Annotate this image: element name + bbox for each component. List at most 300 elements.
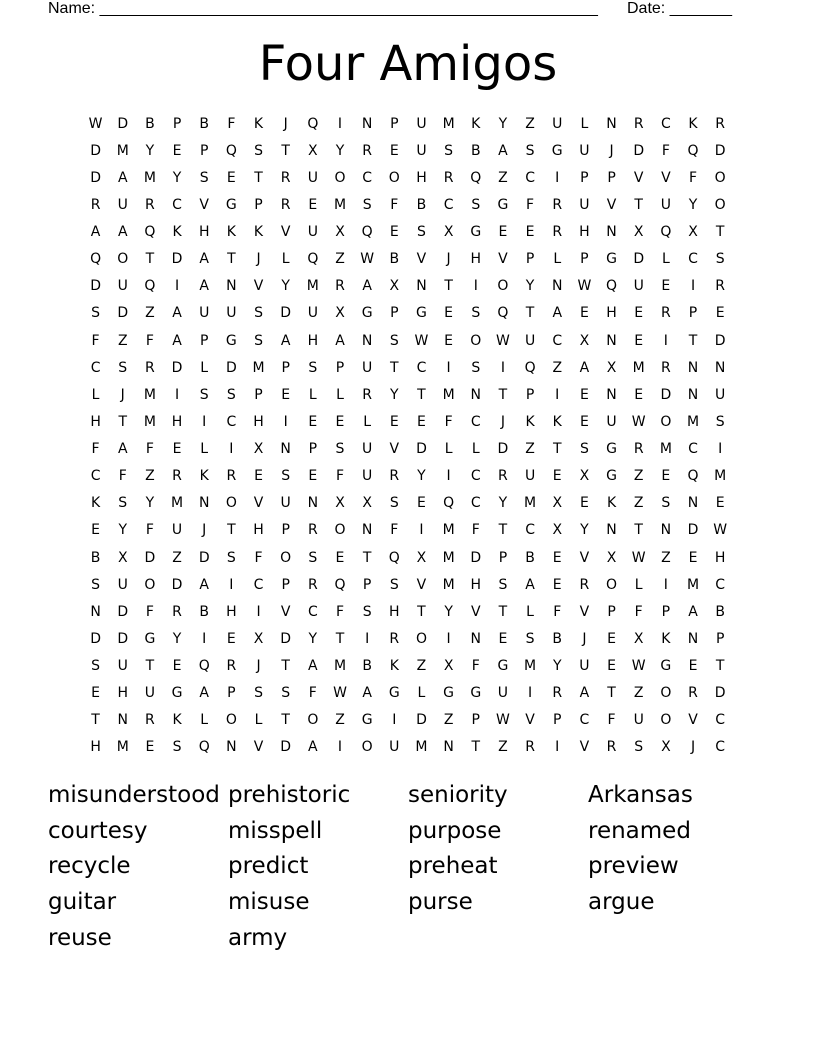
grid-letter: U (117, 196, 128, 213)
grid-letter: E (389, 142, 399, 159)
grid-letter: F (661, 142, 670, 159)
grid-letter: E (389, 413, 399, 430)
grid-letter: C (362, 169, 373, 186)
grid-letter: H (198, 224, 210, 241)
grid-letter: O (117, 251, 129, 268)
grid-letter: N (714, 359, 726, 376)
grid-letter: R (715, 115, 726, 132)
grid-letter: B (145, 115, 155, 132)
grid-letter: D (416, 441, 427, 458)
grid-letter: L (281, 251, 290, 268)
grid-letter: H (226, 603, 237, 620)
grid-letter: S (91, 576, 101, 593)
grid-letter: I (202, 413, 207, 430)
grid-letter: E (579, 413, 589, 430)
grid-letter: M (415, 739, 428, 756)
grid-letter: Q (361, 224, 373, 241)
grid-letter: P (525, 251, 535, 268)
grid-letter: H (171, 413, 183, 430)
grid-letter: D (198, 549, 210, 566)
grid-letter: V (253, 739, 264, 756)
grid-letter: R (226, 468, 237, 485)
word-list-item: renamed (588, 817, 691, 844)
grid-letter: D (687, 522, 699, 539)
grid-letter: J (256, 658, 261, 675)
grid-letter: K (253, 115, 264, 132)
word-list-item: reuse (48, 924, 112, 951)
grid-letter: E (172, 441, 182, 458)
grid-letter: O (144, 576, 156, 593)
grid-letter: F (91, 332, 100, 349)
grid-letter: J (609, 142, 614, 159)
word-list-item: argue (588, 889, 655, 916)
grid-letter: L (634, 576, 643, 593)
grid-letter: E (308, 413, 318, 430)
grid-letter: I (555, 739, 560, 756)
grid-letter: C (90, 359, 101, 376)
grid-letter: D (90, 142, 101, 159)
grid-letter: M (143, 169, 156, 186)
letter-grid (82, 110, 742, 761)
grid-letter: J (500, 413, 505, 430)
grid-letter: W (496, 332, 510, 349)
grid-letter: O (606, 576, 618, 593)
grid-letter: G (470, 224, 482, 241)
grid-letter: E (172, 142, 182, 159)
grid-letter: L (200, 359, 209, 376)
grid-letter: L (254, 712, 263, 729)
grid-letter: P (335, 359, 345, 376)
grid-letter: P (607, 603, 616, 620)
grid-letter: T (417, 603, 426, 620)
grid-letter: V (661, 169, 671, 186)
grid-letter: S (444, 142, 454, 159)
grid-letter: X (633, 630, 644, 647)
word-list-item: army (228, 924, 288, 951)
grid-letter: X (579, 332, 590, 349)
grid-letter: D (117, 603, 129, 620)
grid-letter: N (307, 495, 319, 512)
grid-letter: S (362, 196, 372, 213)
grid-letter: C (253, 576, 264, 593)
grid-letter: T (498, 522, 508, 539)
grid-letter: N (443, 739, 454, 756)
grid-letter: C (90, 468, 101, 485)
grid-letter: A (525, 576, 535, 593)
grid-letter: W (631, 549, 646, 566)
grid-letter: E (91, 522, 100, 539)
grid-letter: R (145, 359, 155, 376)
grid-letter: F (145, 332, 154, 349)
grid-letter: R (145, 196, 155, 213)
grid-letter: P (308, 441, 318, 458)
grid-letter: E (444, 305, 454, 322)
grid-letter: G (361, 305, 373, 322)
grid-letter: O (415, 630, 427, 647)
grid-letter: U (117, 576, 128, 593)
grid-letter: X (579, 468, 590, 485)
grid-letter: Z (525, 441, 535, 458)
grid-letter: M (333, 658, 347, 675)
grid-letter: Y (308, 630, 318, 647)
grid-letter: O (660, 413, 672, 430)
grid-letter: N (470, 630, 481, 647)
date-field-label: Date: _______ (627, 0, 732, 17)
grid-letter: K (199, 468, 209, 485)
grid-letter: C (715, 712, 726, 729)
grid-letter: U (117, 658, 128, 675)
grid-letter: W (713, 522, 728, 539)
grid-letter: E (254, 468, 263, 485)
grid-letter: B (715, 603, 725, 620)
grid-letter: S (118, 359, 128, 376)
grid-letter: T (715, 224, 725, 241)
grid-letter: S (389, 495, 399, 512)
grid-letter: E (715, 495, 725, 512)
grid-letter: N (606, 332, 617, 349)
grid-letter: P (390, 305, 399, 322)
grid-letter: M (143, 386, 156, 403)
grid-letter: N (551, 278, 563, 295)
grid-letter: M (686, 576, 700, 593)
grid-letter: H (470, 251, 482, 268)
grid-letter: N (226, 739, 237, 756)
grid-letter: C (443, 196, 454, 213)
grid-letter: B (362, 658, 372, 675)
grid-letter: F (227, 115, 236, 132)
grid-letter: Q (687, 468, 699, 485)
grid-letter: W (631, 413, 646, 430)
grid-letter: J (446, 251, 451, 268)
grid-letter: S (226, 549, 236, 566)
grid-letter: S (579, 441, 589, 458)
grid-letter: D (171, 251, 183, 268)
grid-letter: Z (416, 658, 427, 675)
grid-letter: L (526, 603, 534, 620)
grid-letter: E (389, 224, 399, 241)
grid-letter: R (362, 386, 372, 403)
grid-letter: A (117, 441, 128, 458)
grid-letter: E (661, 278, 671, 295)
grid-letter: S (389, 332, 399, 349)
grid-letter: N (687, 359, 699, 376)
grid-letter: Y (525, 278, 535, 295)
grid-letter: E (607, 658, 616, 675)
grid-letter: P (281, 359, 290, 376)
grid-letter: L (417, 685, 426, 702)
grid-letter: J (283, 115, 288, 132)
grid-letter: Q (388, 549, 400, 566)
grid-letter: N (687, 495, 699, 512)
grid-letter: L (336, 386, 344, 403)
grid-letter: R (389, 468, 400, 485)
grid-letter: S (254, 305, 263, 322)
grid-letter: S (417, 224, 426, 241)
grid-letter: S (118, 495, 128, 512)
grid-letter: K (226, 224, 236, 241)
grid-letter: N (606, 522, 617, 539)
grid-letter: F (688, 169, 698, 186)
word-list-item: preview (588, 853, 679, 880)
grid-letter: N (606, 386, 617, 403)
grid-letter: M (116, 142, 129, 159)
grid-letter: X (335, 305, 345, 322)
grid-letter: X (443, 224, 454, 241)
grid-letter: P (553, 712, 562, 729)
grid-letter: X (362, 495, 372, 512)
grid-letter: W (333, 685, 347, 702)
grid-letter: S (715, 251, 725, 268)
grid-letter: D (171, 576, 183, 593)
grid-letter: R (660, 359, 671, 376)
grid-letter: S (389, 576, 399, 593)
grid-letter: D (171, 359, 183, 376)
grid-letter: R (498, 468, 508, 485)
grid-letter: E (579, 386, 589, 403)
word-list-item: misunderstood (48, 782, 220, 808)
grid-letter: Q (225, 142, 237, 159)
grid-letter: G (144, 630, 156, 647)
grid-letter: T (498, 603, 508, 620)
grid-letter: F (471, 522, 480, 539)
grid-letter: C (172, 196, 182, 213)
grid-letter: I (174, 386, 180, 403)
grid-letter: S (172, 739, 182, 756)
grid-letter: A (199, 278, 209, 295)
grid-letter: T (715, 658, 725, 675)
grid-letter: Q (307, 251, 319, 268)
grid-letter: E (308, 468, 318, 485)
grid-letter: Z (145, 305, 155, 322)
grid-letter: R (389, 630, 400, 647)
grid-letter: L (200, 441, 209, 458)
grid-letter: B (525, 549, 535, 566)
grid-letter: Y (145, 495, 155, 512)
grid-letter: L (444, 441, 453, 458)
grid-letter: Y (580, 522, 589, 539)
grid-letter: F (145, 441, 154, 458)
grid-letter: N (470, 386, 481, 403)
grid-letter: M (442, 522, 455, 539)
grid-letter: M (714, 468, 727, 485)
grid-letter: D (497, 441, 509, 458)
grid-letter: M (686, 413, 700, 430)
grid-letter: S (471, 305, 481, 322)
grid-letter: S (254, 685, 263, 702)
grid-letter: B (199, 115, 209, 132)
word-list-item: purse (408, 889, 473, 916)
grid-letter: R (307, 522, 318, 539)
grid-letter: S (634, 739, 644, 756)
grid-letter: H (416, 169, 427, 186)
grid-letter: K (661, 630, 671, 647)
grid-letter: E (579, 495, 589, 512)
grid-letter: X (416, 549, 427, 566)
page-title: Four Amigos (258, 36, 558, 92)
grid-letter: K (471, 115, 481, 132)
grid-letter: U (362, 441, 373, 458)
grid-letter: L (661, 251, 670, 268)
grid-letter: T (688, 332, 698, 349)
grid-letter: I (446, 468, 451, 485)
grid-letter: Y (145, 142, 155, 159)
grid-letter: C (416, 359, 427, 376)
grid-letter: I (229, 441, 234, 458)
grid-letter: H (389, 603, 400, 620)
grid-letter: V (579, 549, 590, 566)
grid-letter: I (337, 739, 343, 756)
grid-letter: G (361, 712, 373, 729)
grid-letter: E (498, 630, 508, 647)
grid-letter: A (362, 685, 372, 702)
grid-letter: T (634, 522, 643, 539)
grid-letter: X (633, 224, 644, 241)
grid-letter: I (419, 522, 424, 539)
grid-letter: X (335, 224, 345, 241)
grid-letter: R (443, 169, 454, 186)
grid-letter: V (498, 251, 508, 268)
grid-letter: E (634, 332, 644, 349)
grid-letter: R (606, 739, 617, 756)
grid-letter: F (390, 522, 399, 539)
grid-letter: Z (117, 332, 128, 349)
grid-letter: S (498, 576, 508, 593)
grid-letter: I (500, 359, 505, 376)
grid-letter: Q (497, 305, 509, 322)
grid-letter: G (497, 658, 509, 675)
grid-letter: U (144, 685, 156, 702)
grid-letter: O (714, 169, 726, 186)
grid-letter: B (90, 549, 101, 566)
grid-letter: C (660, 115, 671, 132)
grid-letter: U (579, 658, 590, 675)
grid-letter: D (117, 630, 129, 647)
grid-letter: P (471, 712, 480, 729)
grid-letter: A (199, 251, 209, 268)
grid-letter: E (715, 305, 725, 322)
grid-letter: U (171, 522, 183, 539)
grid-letter: Q (334, 576, 346, 593)
grid-letter: X (606, 549, 617, 566)
grid-letter: C (715, 576, 726, 593)
grid-letter: A (117, 169, 128, 186)
grid-letter: D (90, 169, 101, 186)
grid-letter: S (471, 359, 481, 376)
word-list-item: preheat (408, 853, 498, 880)
grid-letter: I (663, 576, 668, 593)
grid-letter: R (715, 278, 726, 295)
grid-letter: B (470, 142, 481, 159)
grid-letter: J (120, 386, 125, 403)
grid-letter: I (473, 278, 478, 295)
grid-letter: Q (198, 658, 210, 675)
grid-letter: M (442, 576, 455, 593)
grid-letter: B (199, 603, 209, 620)
grid-letter: P (199, 142, 209, 159)
grid-letter: S (471, 196, 481, 213)
grid-letter: C (579, 712, 590, 729)
grid-letter: V (416, 576, 427, 593)
grid-letter: Y (498, 495, 508, 512)
grid-letter: R (172, 468, 182, 485)
grid-letter: D (90, 630, 101, 647)
grid-letter: R (280, 196, 291, 213)
grid-letter: P (607, 169, 616, 186)
grid-letter: E (335, 413, 345, 430)
grid-letter: W (577, 278, 592, 295)
grid-letter: H (606, 305, 617, 322)
grid-letter: Y (417, 468, 426, 485)
grid-letter: D (280, 305, 292, 322)
grid-letter: I (256, 603, 261, 620)
grid-letter: U (362, 359, 373, 376)
word-list-item: Arkansas (588, 782, 693, 808)
grid-letter: D (280, 739, 292, 756)
grid-letter: F (634, 603, 643, 620)
word-list-item: guitar (48, 889, 117, 916)
grid-letter: T (525, 305, 535, 322)
grid-letter: N (198, 495, 210, 512)
grid-letter: V (280, 224, 291, 241)
grid-letter: R (552, 685, 563, 702)
grid-letter: X (552, 495, 563, 512)
grid-letter: J (256, 251, 261, 268)
grid-letter: P (199, 332, 209, 349)
grid-letter: R (280, 169, 291, 186)
grid-letter: V (525, 712, 535, 729)
grid-letter: A (335, 332, 345, 349)
grid-letter: Y (172, 630, 182, 647)
grid-letter: D (117, 305, 129, 322)
grid-letter: T (254, 169, 263, 186)
grid-letter: Q (144, 224, 156, 241)
word-list-item: predict (228, 853, 309, 880)
grid-letter: D (470, 549, 482, 566)
grid-letter: V (253, 495, 264, 512)
grid-letter: Z (443, 712, 454, 729)
grid-letter: V (579, 603, 590, 620)
grid-letter: T (417, 386, 426, 403)
grid-letter: O (388, 169, 400, 186)
grid-letter: D (144, 549, 156, 566)
grid-letter: P (254, 196, 263, 213)
grid-letter: U (579, 142, 590, 159)
grid-letter: X (308, 142, 318, 159)
grid-letter: S (661, 495, 671, 512)
grid-letter: M (442, 386, 455, 403)
grid-letter: P (227, 685, 236, 702)
grid-letter: K (552, 413, 562, 430)
grid-letter: Z (633, 685, 644, 702)
grid-letter: Z (633, 468, 644, 485)
grid-letter: N (361, 522, 373, 539)
grid-letter: J (690, 739, 696, 756)
grid-letter: P (390, 115, 399, 132)
grid-letter: U (199, 305, 210, 322)
grid-letter: W (360, 251, 375, 268)
grid-letter: M (524, 495, 537, 512)
grid-letter: U (226, 305, 237, 322)
grid-letter: V (280, 603, 291, 620)
grid-letter: U (280, 495, 291, 512)
grid-letter: E (525, 224, 535, 241)
grid-letter: D (416, 712, 427, 729)
grid-letter: S (525, 142, 535, 159)
grid-letter: S (308, 359, 318, 376)
grid-letter: H (714, 549, 726, 566)
grid-letter: P (172, 115, 182, 132)
grid-letter: N (606, 224, 617, 241)
